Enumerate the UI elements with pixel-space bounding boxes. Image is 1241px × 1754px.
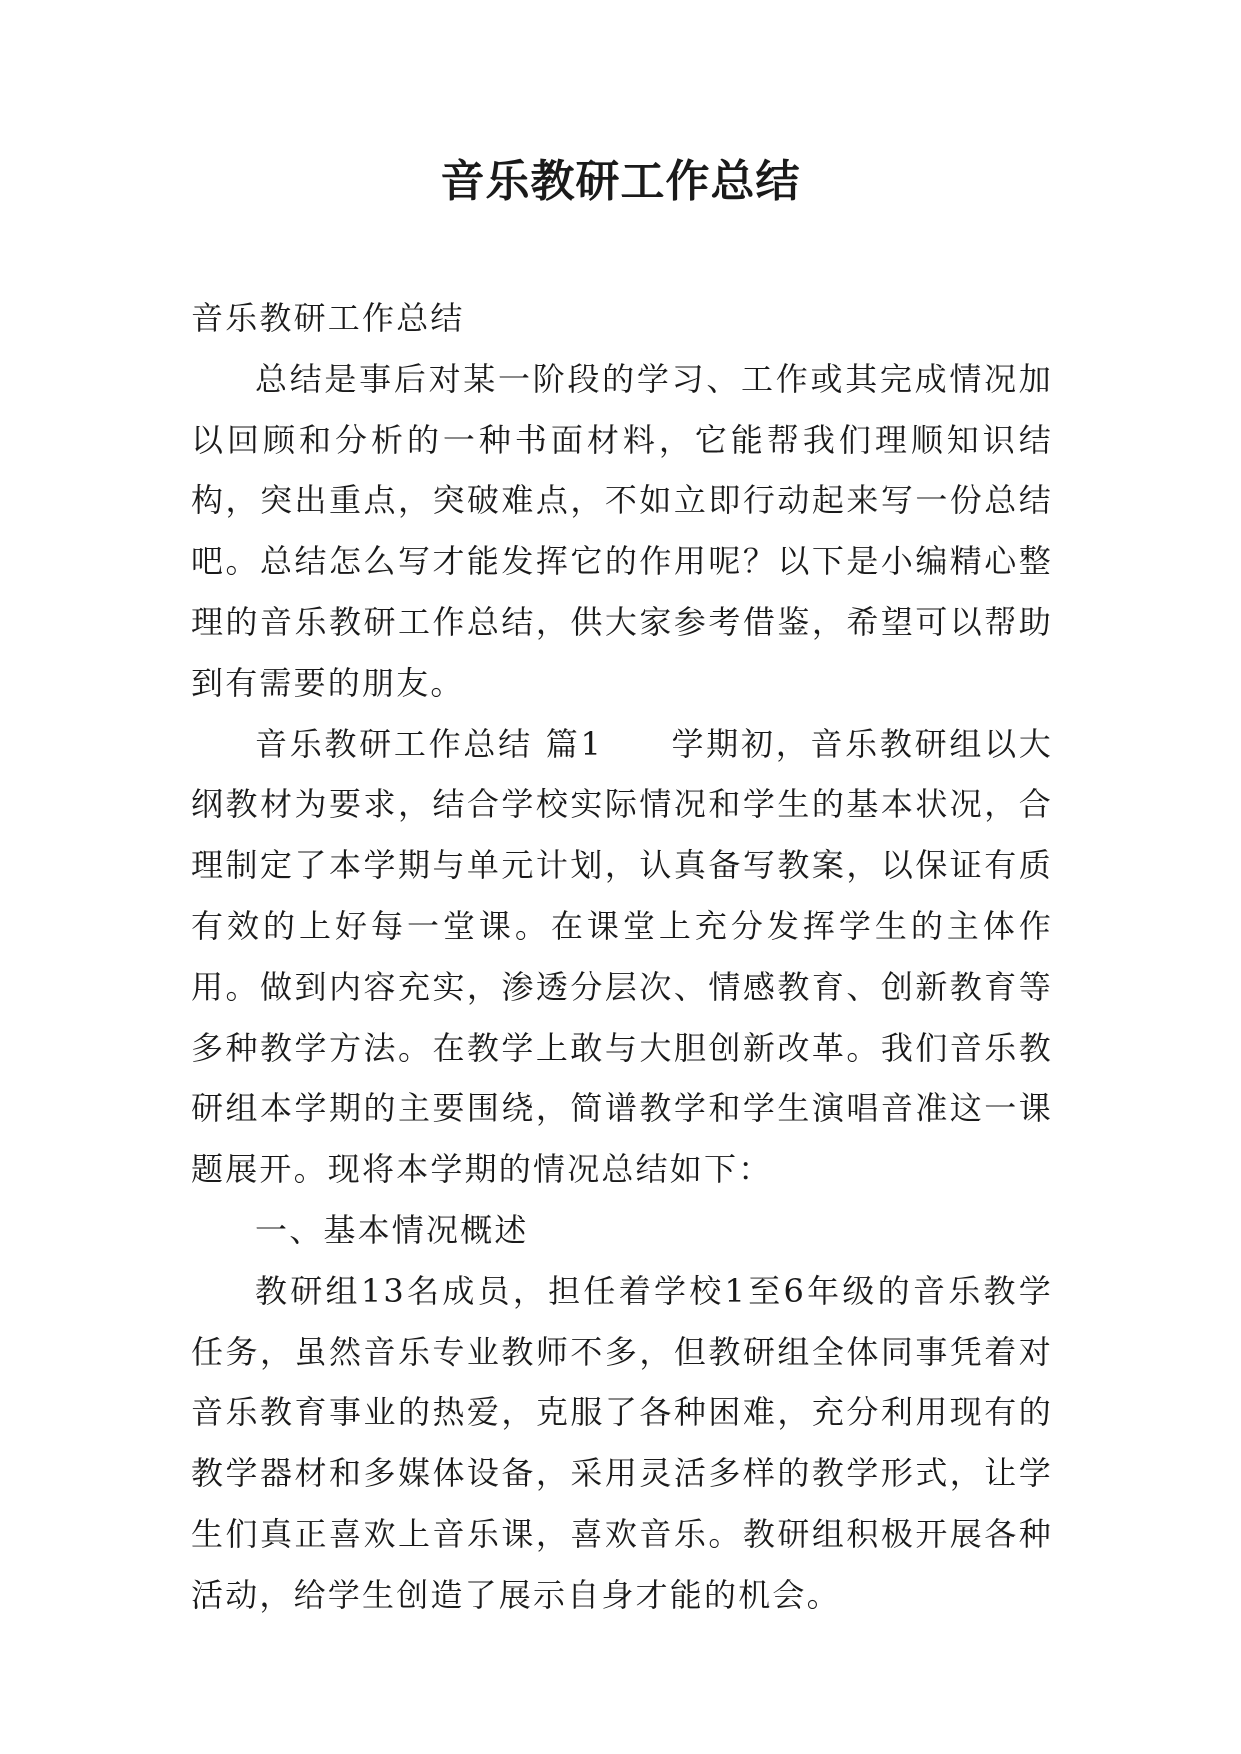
document-subtitle: 音乐教研工作总结 bbox=[191, 299, 465, 337]
intro-paragraph: 总结是事后对某一阶段的学习、工作或其完成情况加以回顾和分析的一种书面材料，它能帮我们理顺知识结构，突出重点，突破难点，不如立即行动起来写一份总结吧。总结怎么写才能发挥它的作用呢？以下是小编精心整理的音乐教研工作总结，供大家参考借鉴，希望可以帮助到有需要的朋友。 bbox=[191, 359, 1053, 702]
section-paragraph: 教研组13名成员，担任着学校1至6年级的音乐教学任务，虽然音乐专业教师不多，但教研组全体同事凭着对音乐教育事业的热爱，克服了各种困难，充分利用现有的教学器材和多媒体设备，采用灵活多样的教学形式，让学生们真正喜欢上音乐课，喜欢音乐。教研组积极开展各种活动，给学生创造了展示自身才能的机会。 bbox=[191, 1271, 1053, 1614]
document-body bbox=[191, 288, 1053, 1626]
article-heading: 音乐教研工作总结 篇1 bbox=[255, 724, 603, 763]
article-lead: 学期初，音乐教研组以大纲教材为要求，结合学校实际情况和学生的基本状况，合理制定了本学期与单元计划，认真备写教案，以保证有质有效的上好每一堂课。在课堂上充分发挥学生的主体作用。做到内容充实，渗透分层次、情感教育、创新教育等多种教学方法。在教学上敢与大胆创新改革。我们音乐教研组本学期的主要围绕，简谱教学和学生演唱音准这一课题展开。现将本学期的情况总结如下： bbox=[191, 724, 1053, 1189]
article-paragraph bbox=[191, 714, 1053, 1200]
section-heading: 一、基本情况概述 bbox=[255, 1210, 529, 1249]
document-title: 音乐教研工作总结 bbox=[440, 156, 801, 207]
